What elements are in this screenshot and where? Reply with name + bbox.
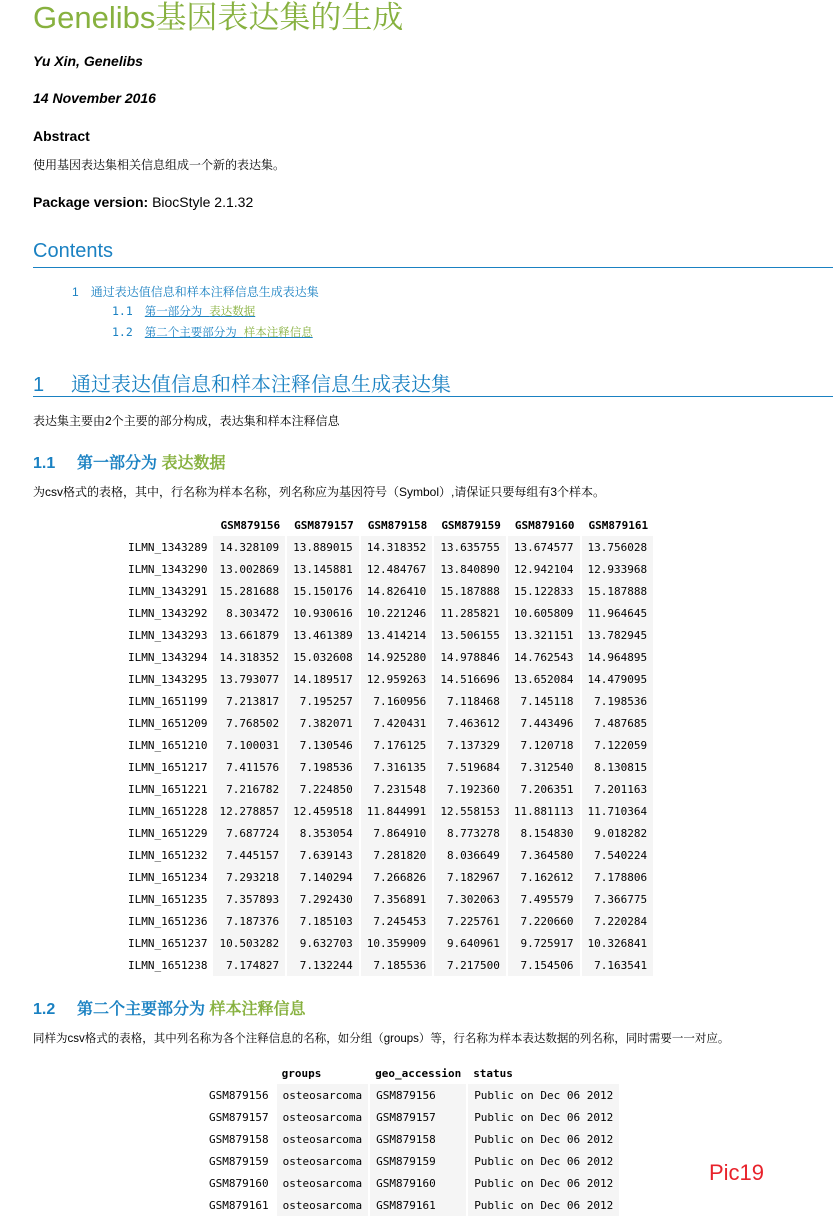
table-cell: 7.130546 <box>286 734 360 756</box>
table-cell: 15.187888 <box>433 580 507 602</box>
table-cell: 7.220660 <box>507 910 581 932</box>
table-cell: 7.220284 <box>581 910 655 932</box>
table-cell: 8.036649 <box>433 844 507 866</box>
table-cell: 7.231548 <box>360 778 434 800</box>
table-cell: 7.217500 <box>433 954 507 976</box>
table-cell: 13.674577 <box>507 536 581 558</box>
table-cell: 7.356891 <box>360 888 434 910</box>
table-cell: 12.959263 <box>360 668 434 690</box>
row-name-cell: ILMN_1343292 <box>122 602 213 624</box>
table-row <box>122 866 654 888</box>
table-cell: GSM879161 <box>369 1194 467 1216</box>
table-header-row <box>203 1062 620 1084</box>
table-cell: 7.198536 <box>286 756 360 778</box>
table-cell: 7.768502 <box>213 712 286 734</box>
table-cell: 7.443496 <box>507 712 581 734</box>
table-cell: 7.176125 <box>360 734 434 756</box>
table-cell: 7.182967 <box>433 866 507 888</box>
table-cell: 7.224850 <box>286 778 360 800</box>
table-cell: 7.293218 <box>213 866 286 888</box>
expression-table <box>122 514 655 976</box>
table-row <box>203 1084 620 1106</box>
abstract-text: 使用基因表达集相关信息组成一个新的表达集。 <box>33 158 286 172</box>
table-cell: 7.192360 <box>433 778 507 800</box>
table-cell: 7.174827 <box>213 954 286 976</box>
table-row <box>122 558 654 580</box>
table-cell: 15.187888 <box>581 580 655 602</box>
table-cell: GSM879158 <box>369 1128 467 1150</box>
row-name-cell: ILMN_1343290 <box>122 558 213 580</box>
table-cell: 7.316135 <box>360 756 434 778</box>
table-cell: 9.725917 <box>507 932 581 954</box>
table-cell: 15.032608 <box>286 646 360 668</box>
table-cell: osteosarcoma <box>276 1106 369 1128</box>
row-name-cell: GSM879157 <box>203 1106 276 1128</box>
table-cell: 7.292430 <box>286 888 360 910</box>
row-name-cell: ILMN_1651210 <box>122 734 213 756</box>
table-cell: 8.303472 <box>213 602 286 624</box>
column-header: GSM879157 <box>294 518 354 532</box>
table-row <box>122 910 654 932</box>
row-name-cell: ILMN_1651199 <box>122 690 213 712</box>
table-cell: 7.160956 <box>360 690 434 712</box>
section-1-1-text: 为csv格式的表格，其中，行名称为样本名称，列名称应为基因符号（Symbol）,请保证只要每组有3个样本。 <box>33 485 606 499</box>
table-cell: 7.154506 <box>507 954 581 976</box>
column-header-empty <box>203 1062 276 1084</box>
row-name-cell: ILMN_1651235 <box>122 888 213 910</box>
table-row <box>122 602 654 624</box>
table-cell: 10.605809 <box>507 602 581 624</box>
section-1-2-heading <box>33 996 305 1019</box>
table-cell: 14.826410 <box>360 580 434 602</box>
table-cell: 10.503282 <box>213 932 286 954</box>
toc-item-number: 1.2 <box>112 325 133 339</box>
row-name-cell: ILMN_1651209 <box>122 712 213 734</box>
table-row <box>122 690 654 712</box>
table-header-row <box>122 514 654 536</box>
table-cell: 7.216782 <box>213 778 286 800</box>
table-cell: 7.185103 <box>286 910 360 932</box>
table-cell: 14.978846 <box>433 646 507 668</box>
table-row <box>122 756 654 778</box>
table-cell: 11.710364 <box>581 800 655 822</box>
table-cell: 14.964895 <box>581 646 655 668</box>
row-name-cell: ILMN_1651229 <box>122 822 213 844</box>
toc-item-number: 1.1 <box>112 304 133 318</box>
row-name-cell: ILMN_1651237 <box>122 932 213 954</box>
table-cell: 7.120718 <box>507 734 581 756</box>
table-cell: 13.756028 <box>581 536 655 558</box>
abstract-heading: Abstract <box>33 128 90 144</box>
date: 14 November 2016 <box>33 90 156 106</box>
column-header: geo_accession <box>375 1066 462 1080</box>
table-cell: 13.793077 <box>213 668 286 690</box>
table-cell: 8.130815 <box>581 756 655 778</box>
section-title-highlight: 表达数据 <box>161 455 226 472</box>
table-cell: GSM879156 <box>369 1084 467 1106</box>
table-cell: Public on Dec 06 2012 <box>467 1106 620 1128</box>
table-cell: 7.163541 <box>581 954 655 976</box>
table-cell: 12.484767 <box>360 558 434 580</box>
row-name-cell: ILMN_1343293 <box>122 624 213 646</box>
table-cell: 13.506155 <box>433 624 507 646</box>
table-cell: 7.118468 <box>433 690 507 712</box>
table-cell: 7.302063 <box>433 888 507 910</box>
table-cell: 7.213817 <box>213 690 286 712</box>
table-cell: 8.773278 <box>433 822 507 844</box>
author: Yu Xin, Genelibs <box>33 53 143 69</box>
section-1-intro: 表达集主要由2个主要的部分构成，表达集和样本注释信息 <box>33 414 340 428</box>
table-row <box>203 1194 620 1216</box>
column-header: GSM879161 <box>588 518 649 532</box>
table-cell: 7.540224 <box>581 844 655 866</box>
table-cell: 7.364580 <box>507 844 581 866</box>
table-cell: osteosarcoma <box>276 1128 369 1150</box>
table-cell: 7.145118 <box>507 690 581 712</box>
table-cell: 13.002869 <box>213 558 286 580</box>
table-cell: Public on Dec 06 2012 <box>467 1084 620 1106</box>
toc-item-highlight: 样本注释信息 <box>243 325 313 339</box>
column-header-empty <box>122 514 213 536</box>
table-cell: 14.189517 <box>286 668 360 690</box>
table-cell: osteosarcoma <box>276 1150 369 1172</box>
table-cell: 14.479095 <box>581 668 655 690</box>
table-cell: 7.266826 <box>360 866 434 888</box>
table-row <box>122 932 654 954</box>
package-value: BiocStyle 2.1.32 <box>152 194 254 210</box>
section-1-1-heading <box>33 450 225 473</box>
table-cell: 13.635755 <box>433 536 507 558</box>
row-name-cell: ILMN_1651232 <box>122 844 213 866</box>
row-name-cell: ILMN_1343295 <box>122 668 213 690</box>
table-cell: 7.281820 <box>360 844 434 866</box>
table-row <box>122 734 654 756</box>
table-cell: 13.652084 <box>507 668 581 690</box>
table-cell: Public on Dec 06 2012 <box>467 1150 620 1172</box>
table-row <box>122 624 654 646</box>
table-cell: 7.206351 <box>507 778 581 800</box>
package-version <box>33 194 253 210</box>
toc-item-1-1[interactable] <box>112 303 255 319</box>
table-cell: 10.359909 <box>360 932 434 954</box>
table-cell: 15.150176 <box>286 580 360 602</box>
sample-annotation-table <box>203 1062 621 1216</box>
table-cell: 7.487685 <box>581 712 655 734</box>
table-cell: 14.762543 <box>507 646 581 668</box>
row-name-cell: ILMN_1651238 <box>122 954 213 976</box>
table-cell: 12.558153 <box>433 800 507 822</box>
table-row <box>203 1150 620 1172</box>
table-cell: 11.844991 <box>360 800 434 822</box>
toc-item-label: 第一部分为 <box>144 304 210 318</box>
table-cell: 7.445157 <box>213 844 286 866</box>
toc-item-label: 第二个主要部分为 <box>144 325 244 339</box>
table-cell: 13.461389 <box>286 624 360 646</box>
table-row <box>203 1172 620 1194</box>
table-cell: 9.018282 <box>581 822 655 844</box>
table-row <box>122 954 654 976</box>
table-cell: Public on Dec 06 2012 <box>467 1172 620 1194</box>
table-cell: 15.281688 <box>213 580 286 602</box>
table-cell: GSM879160 <box>369 1172 467 1194</box>
table-cell: 14.925280 <box>360 646 434 668</box>
row-name-cell: GSM879156 <box>203 1084 276 1106</box>
row-name-cell: ILMN_1651228 <box>122 800 213 822</box>
column-header: GSM879158 <box>367 518 428 532</box>
table-cell: 11.881113 <box>507 800 581 822</box>
section-title: 第一部分为 <box>77 455 162 472</box>
table-cell: 7.463612 <box>433 712 507 734</box>
row-name-cell: ILMN_1343289 <box>122 536 213 558</box>
table-row <box>122 712 654 734</box>
table-row <box>122 668 654 690</box>
table-row <box>122 800 654 822</box>
table-cell: 7.201163 <box>581 778 655 800</box>
table-cell: osteosarcoma <box>276 1172 369 1194</box>
table-cell: 7.198536 <box>581 690 655 712</box>
table-row <box>122 822 654 844</box>
section-1-divider <box>33 396 833 397</box>
table-cell: 7.137329 <box>433 734 507 756</box>
table-cell: 10.221246 <box>360 602 434 624</box>
row-name-cell: GSM879160 <box>203 1172 276 1194</box>
table-cell: 7.864910 <box>360 822 434 844</box>
column-header: GSM879160 <box>514 518 575 532</box>
table-cell: GSM879159 <box>369 1150 467 1172</box>
table-cell: 13.840890 <box>433 558 507 580</box>
table-cell: 12.942104 <box>507 558 581 580</box>
column-header: status <box>473 1066 513 1080</box>
table-cell: 7.382071 <box>286 712 360 734</box>
table-row <box>122 778 654 800</box>
section-title: 第二个主要部分为 <box>77 1001 210 1018</box>
column-header: groups <box>281 1066 322 1080</box>
table-cell: 7.187376 <box>213 910 286 932</box>
toc-item-1[interactable] <box>72 283 319 300</box>
table-cell: 14.328109 <box>213 536 286 558</box>
table-cell: 12.459518 <box>286 800 360 822</box>
column-header: GSM879159 <box>441 518 501 532</box>
table-row <box>122 844 654 866</box>
section-title-highlight: 样本注释信息 <box>209 1001 306 1018</box>
table-row <box>122 536 654 558</box>
row-name-cell: ILMN_1343291 <box>122 580 213 602</box>
table-cell: 7.366775 <box>581 888 655 910</box>
watermark-label: Pic19 <box>709 1160 765 1185</box>
table-cell: Public on Dec 06 2012 <box>467 1194 620 1216</box>
row-name-cell: ILMN_1651234 <box>122 866 213 888</box>
table-cell: 7.185536 <box>360 954 434 976</box>
toc-item-label: 通过表达值信息和样本注释信息生成表达集 <box>90 285 319 299</box>
row-name-cell: GSM879158 <box>203 1128 276 1150</box>
contents-divider <box>33 267 833 268</box>
table-cell: 7.312540 <box>507 756 581 778</box>
table-cell: 7.687724 <box>213 822 286 844</box>
table-cell: 8.154830 <box>507 822 581 844</box>
section-title: 通过表达值信息和样本注释信息生成表达集 <box>71 374 451 396</box>
table-cell: 9.632703 <box>286 932 360 954</box>
table-cell: osteosarcoma <box>276 1084 369 1106</box>
table-cell: 7.122059 <box>581 734 655 756</box>
table-cell: 13.321151 <box>507 624 581 646</box>
row-name-cell: ILMN_1651236 <box>122 910 213 932</box>
table-cell: 14.516696 <box>433 668 507 690</box>
section-number: 1 <box>33 374 45 396</box>
column-header: GSM879156 <box>220 518 281 532</box>
table-cell: 12.278857 <box>213 800 286 822</box>
table-cell: 13.661879 <box>213 624 286 646</box>
table-cell: 12.933968 <box>581 558 655 580</box>
table-cell: 13.414214 <box>360 624 434 646</box>
table-cell: 7.495579 <box>507 888 581 910</box>
section-1-heading <box>33 368 451 397</box>
table-cell: 13.145881 <box>286 558 360 580</box>
contents-heading: Contents <box>33 240 114 262</box>
table-cell: 7.519684 <box>433 756 507 778</box>
package-label: Package version: <box>33 194 149 210</box>
table-cell: 7.140294 <box>286 866 360 888</box>
table-cell: 8.353054 <box>286 822 360 844</box>
table-cell: 11.285821 <box>433 602 507 624</box>
section-number: 1.1 <box>33 455 56 472</box>
table-cell: 7.420431 <box>360 712 434 734</box>
table-row <box>122 888 654 910</box>
table-cell: 14.318352 <box>360 536 434 558</box>
table-row <box>122 646 654 668</box>
row-name-cell: ILMN_1343294 <box>122 646 213 668</box>
table-row <box>203 1128 620 1150</box>
table-cell: 14.318352 <box>213 646 286 668</box>
table-cell: 10.326841 <box>581 932 655 954</box>
table-cell: 9.640961 <box>433 932 507 954</box>
table-cell: 7.225761 <box>433 910 507 932</box>
section-1-2-text: 同样为csv格式的表格，其中列名称为各个注释信息的名称，如分组（groups）等，行名称为样本表达数据的列名称，同时需要一一对应。 <box>33 1033 730 1045</box>
table-cell: 10.930616 <box>286 602 360 624</box>
toc-item-highlight: 表达数据 <box>209 304 256 318</box>
table-cell: 7.411576 <box>213 756 286 778</box>
table-cell: GSM879157 <box>369 1106 467 1128</box>
table-cell: 7.357893 <box>213 888 286 910</box>
row-name-cell: ILMN_1651217 <box>122 756 213 778</box>
table-row <box>203 1106 620 1128</box>
table-cell: 13.889015 <box>286 536 360 558</box>
row-name-cell: ILMN_1651221 <box>122 778 213 800</box>
table-cell: Public on Dec 06 2012 <box>467 1128 620 1150</box>
table-cell: 7.245453 <box>360 910 434 932</box>
toc-item-1-2[interactable] <box>112 324 313 340</box>
table-cell: osteosarcoma <box>276 1194 369 1216</box>
document-title: Genelibs基因表达集的生成 <box>33 0 404 35</box>
table-cell: 13.782945 <box>581 624 655 646</box>
table-cell: 7.195257 <box>286 690 360 712</box>
table-cell: 7.132244 <box>286 954 360 976</box>
table-cell: 7.639143 <box>286 844 360 866</box>
table-cell: 7.100031 <box>213 734 286 756</box>
table-cell: 7.162612 <box>507 866 581 888</box>
table-cell: 7.178806 <box>581 866 655 888</box>
row-name-cell: GSM879161 <box>203 1194 276 1216</box>
row-name-cell: GSM879159 <box>203 1150 276 1172</box>
table-cell: 11.964645 <box>581 602 655 624</box>
table-row <box>122 580 654 602</box>
table-cell: 15.122833 <box>507 580 581 602</box>
section-number: 1.2 <box>33 1001 56 1018</box>
toc-item-number: 1 <box>72 285 79 299</box>
